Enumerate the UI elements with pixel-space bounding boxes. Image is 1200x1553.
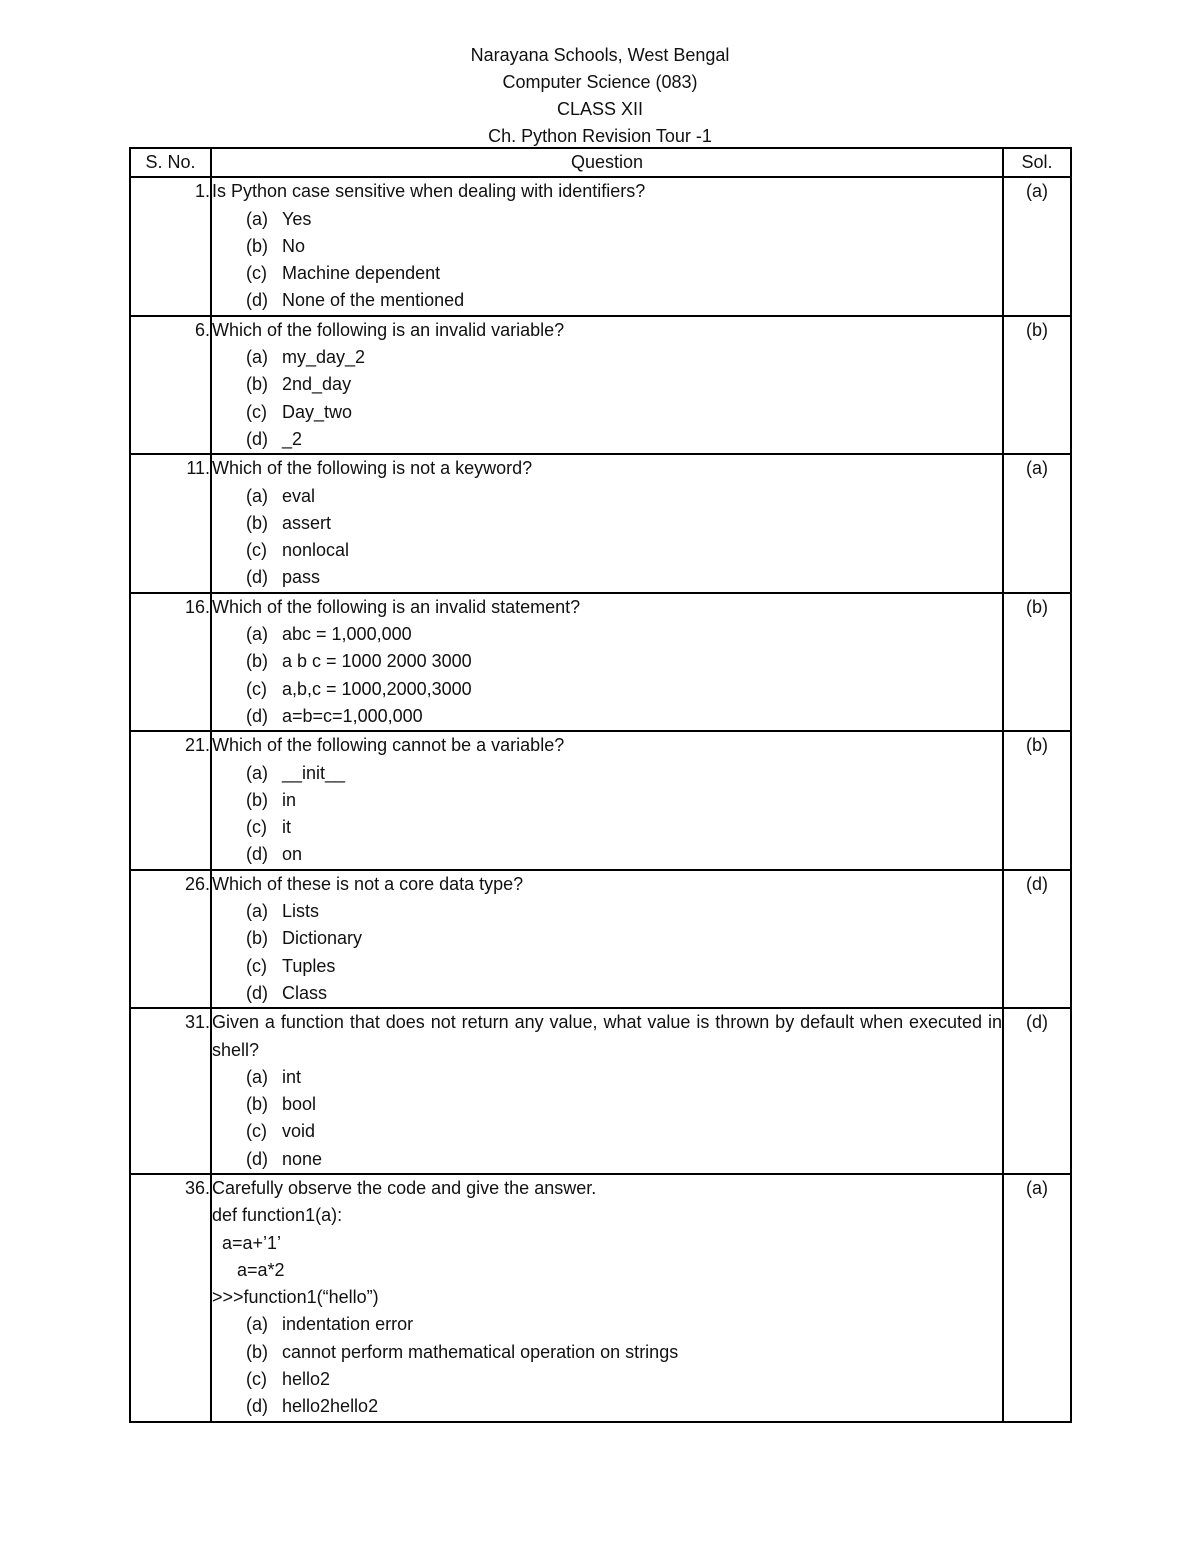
answer-option (212, 260, 1002, 287)
option-label: (c) (246, 955, 267, 976)
option-text: Dictionary (282, 928, 363, 949)
question-cell (211, 1008, 1003, 1174)
option-label: (c) (246, 678, 267, 699)
option-text: assert (282, 512, 332, 533)
option-text: eval (282, 485, 316, 506)
option-text: Day_two (282, 401, 353, 422)
answer-option (212, 760, 1002, 787)
answer-option (212, 676, 1002, 703)
table-row (130, 454, 1071, 592)
option-label: (c) (246, 401, 267, 422)
subject-title: Computer Science (083) (502, 72, 698, 92)
question-cell (211, 593, 1003, 731)
question-text: Which of the following is an invalid variable? (212, 319, 565, 340)
option-label: (c) (246, 1121, 267, 1142)
answer-option (212, 1393, 1002, 1420)
solution-answer: (d) (1003, 1008, 1071, 1174)
option-text: none (282, 1148, 323, 1169)
option-text: on (282, 844, 303, 865)
answer-option (212, 537, 1002, 564)
code-line: def function1(a): (212, 1205, 343, 1226)
question-text: Carefully observe the code and give the answer. (212, 1177, 597, 1198)
option-label: (b) (246, 235, 268, 256)
answer-option (212, 399, 1002, 426)
chapter-title: Ch. Python Revision Tour -1 (488, 126, 712, 146)
option-label: (a) (246, 1314, 268, 1335)
answer-option (212, 510, 1002, 537)
option-label: (a) (246, 762, 268, 783)
table-header-row (130, 148, 1071, 177)
column-header-question: Question (211, 148, 1003, 177)
option-label: (a) (246, 1066, 268, 1087)
question-text: Which of the following is an invalid statement? (212, 596, 581, 617)
answer-option (212, 233, 1002, 260)
question-cell (211, 870, 1003, 1008)
solution-answer: (a) (1003, 177, 1071, 315)
answer-option (212, 1366, 1002, 1393)
option-label: (d) (246, 428, 268, 449)
option-label: (a) (246, 485, 268, 506)
answer-option (212, 564, 1002, 591)
option-text: my_day_2 (282, 347, 366, 368)
answer-option (212, 1091, 1002, 1118)
option-label: (b) (246, 374, 268, 395)
option-text: cannot perform mathematical operation on strings (282, 1341, 679, 1362)
answer-option (212, 371, 1002, 398)
answer-option (212, 426, 1002, 453)
option-text: hello2hello2 (282, 1396, 379, 1417)
table-row (130, 1008, 1071, 1174)
question-cell (211, 1174, 1003, 1422)
option-label: (a) (246, 208, 268, 229)
school-name: Narayana Schools, West Bengal (470, 45, 730, 65)
option-label: (c) (246, 1369, 267, 1390)
serial-number: 36. (130, 1174, 211, 1422)
answer-option (212, 703, 1002, 730)
answer-option (212, 648, 1002, 675)
option-label: (b) (246, 928, 268, 949)
answer-option (212, 787, 1002, 814)
serial-number: 6. (130, 316, 211, 454)
option-text: a b c = 1000 2000 3000 (282, 651, 472, 672)
option-text: Class (282, 982, 328, 1003)
option-label: (d) (246, 567, 268, 588)
option-label: (c) (246, 817, 267, 838)
option-text: nonlocal (282, 540, 350, 561)
option-text: Tuples (282, 955, 336, 976)
option-label: (c) (246, 263, 267, 284)
option-text: a,b,c = 1000,2000,3000 (282, 678, 472, 699)
answer-option (212, 1064, 1002, 1091)
serial-number: 1. (130, 177, 211, 315)
answer-option (212, 925, 1002, 952)
option-label: (d) (246, 844, 268, 865)
option-text: int (282, 1066, 302, 1087)
column-header-sno: S. No. (130, 148, 211, 177)
question-text: Which of these is not a core data type? (212, 873, 524, 894)
serial-number: 11. (130, 454, 211, 592)
option-text: No (282, 235, 306, 256)
answer-option (212, 1118, 1002, 1145)
option-label: (b) (246, 789, 268, 810)
answer-option (212, 953, 1002, 980)
serial-number: 21. (130, 731, 211, 869)
option-text: void (282, 1121, 316, 1142)
option-label: (d) (246, 1148, 268, 1169)
solution-answer: (b) (1003, 731, 1071, 869)
solution-answer: (b) (1003, 593, 1071, 731)
table-row (130, 177, 1071, 315)
answer-option (212, 1146, 1002, 1173)
document-header (0, 42, 1200, 150)
serial-number: 16. (130, 593, 211, 731)
option-text: bool (282, 1094, 317, 1115)
table-row (130, 316, 1071, 454)
answer-option (212, 1339, 1002, 1366)
option-label: (a) (246, 624, 268, 645)
option-label: (b) (246, 651, 268, 672)
option-label: (a) (246, 901, 268, 922)
option-label: (d) (246, 290, 268, 311)
solution-answer: (d) (1003, 870, 1071, 1008)
answer-option (212, 814, 1002, 841)
code-line: a=a*2 (212, 1259, 285, 1280)
option-text: 2nd_day (282, 374, 352, 395)
solution-answer: (b) (1003, 316, 1071, 454)
question-cell (211, 731, 1003, 869)
option-label: (a) (246, 347, 268, 368)
answer-option (212, 980, 1002, 1007)
question-cell (211, 177, 1003, 315)
option-label: (c) (246, 540, 267, 561)
option-text: __init__ (282, 762, 346, 783)
option-text: abc = 1,000,000 (282, 624, 412, 645)
question-text: Is Python case sensitive when dealing with identifiers? (212, 181, 646, 202)
question-rows (130, 177, 1071, 1421)
solution-answer: (a) (1003, 454, 1071, 592)
serial-number: 31. (130, 1008, 211, 1174)
table-row (130, 1174, 1071, 1422)
option-text: it (282, 817, 291, 838)
option-text: a=b=c=1,000,000 (282, 705, 423, 726)
option-label: (d) (246, 705, 268, 726)
question-cell (211, 316, 1003, 454)
code-line: >>>function1(“hello”) (212, 1287, 379, 1308)
table-row (130, 731, 1071, 869)
option-label: (b) (246, 1341, 268, 1362)
option-label: (b) (246, 512, 268, 533)
option-text: hello2 (282, 1369, 331, 1390)
option-text: Yes (282, 208, 312, 229)
option-text: indentation error (282, 1314, 414, 1335)
serial-number: 26. (130, 870, 211, 1008)
answer-option (212, 841, 1002, 868)
answer-option (212, 206, 1002, 233)
answer-option (212, 621, 1002, 648)
answer-option (212, 1311, 1002, 1338)
question-cell (211, 454, 1003, 592)
code-line: a=a+’1’ (212, 1232, 282, 1253)
question-table (129, 147, 1072, 1423)
class-title: CLASS XII (556, 99, 644, 119)
option-text: in (282, 789, 297, 810)
question-text: Which of the following is not a keyword? (212, 458, 533, 479)
answer-option (212, 287, 1002, 314)
table-row (130, 593, 1071, 731)
answer-option (212, 344, 1002, 371)
column-header-sol: Sol. (1003, 148, 1071, 177)
option-label: (b) (246, 1094, 268, 1115)
option-text: _2 (282, 428, 303, 449)
option-label: (d) (246, 1396, 268, 1417)
option-text: pass (282, 567, 321, 588)
solution-answer: (a) (1003, 1174, 1071, 1422)
option-text: Machine dependent (282, 263, 441, 284)
answer-option (212, 483, 1002, 510)
option-label: (d) (246, 982, 268, 1003)
table-row (130, 870, 1071, 1008)
question-text: Which of the following cannot be a variable? (212, 735, 565, 756)
question-text: Given a function that does not return any value, what value is thrown by default when executed in shell? (212, 1012, 1002, 1060)
answer-option (212, 898, 1002, 925)
option-text: None of the mentioned (282, 290, 465, 311)
option-text: Lists (282, 901, 320, 922)
